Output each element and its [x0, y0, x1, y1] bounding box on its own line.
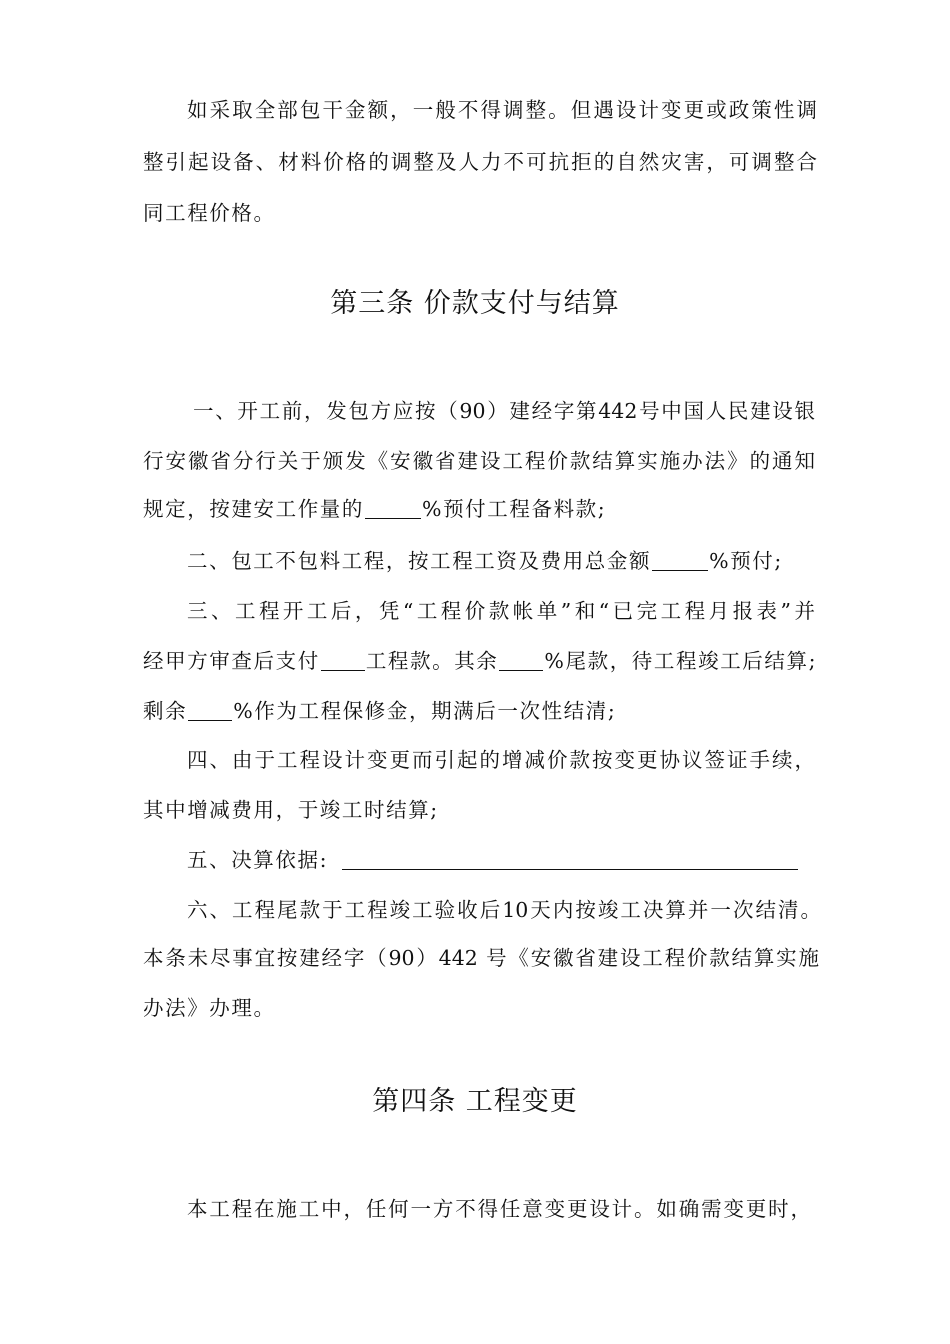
item-4-line-2: 其中增减费用，于竣工时结算; — [143, 798, 439, 822]
item-3-line-3 — [143, 696, 823, 726]
item-3-line-2-text-b: 工程款。其余 — [365, 649, 499, 673]
settlement-basis-blank[interactable] — [342, 849, 798, 870]
item-1-line-2: 行安徽省分行关于颁发《安徽省建设工程价款结算实施办法》的通知 — [143, 449, 815, 473]
item-1-line-3 — [143, 494, 823, 524]
labor-percent-blank[interactable] — [652, 550, 708, 571]
item-3-line-1: 三、工程开工后，凭“工程价款帐单”和“已完工程月报表”并 — [187, 599, 815, 623]
item-3-line-2-text-a: 经甲方审查后支付 — [143, 649, 320, 673]
item-2-text-b: %预付; — [709, 549, 783, 573]
intro-line-1: 如采取全部包干金额，一般不得调整。但遇设计变更或政策性调 — [187, 98, 817, 122]
item-6-line-1: 六、工程尾款于工程竣工验收后10天内按竣工决算并一次结清。 — [187, 898, 821, 922]
item-1-line-3-text-b: %预付工程备料款; — [422, 497, 607, 521]
intro-line-3: 同工程价格。 — [143, 201, 276, 225]
advance-percent-blank[interactable] — [365, 498, 421, 519]
warranty-percent-blank[interactable] — [188, 700, 232, 721]
item-5-line — [187, 845, 867, 875]
balance-percent-blank[interactable] — [499, 650, 543, 671]
item-6-line-3: 办法》办理。 — [143, 996, 276, 1020]
item-3-line-2-text-c: %尾款，待工程竣工后结算; — [544, 649, 818, 673]
item-3-line-2 — [143, 646, 823, 676]
item-2-line — [187, 546, 867, 576]
item-6-line-2: 本条未尽事宜按建经字（90）442 号《安徽省建设工程价款结算实施 — [143, 946, 819, 970]
article-4-title: 第四条 工程变更 — [372, 1086, 578, 1117]
item-3-line-3-text-b: %作为工程保修金，期满后一次性结清; — [233, 699, 617, 723]
item-1-line-1: 一、开工前，发包方应按（90）建经字第442号中国人民建设银 — [193, 399, 815, 423]
item-1-line-3-text-a: 规定，按建安工作量的 — [143, 497, 364, 521]
article-3-title: 第三条 价款支付与结算 — [330, 288, 620, 319]
article-4-line-1: 本工程在施工中，任何一方不得任意变更设计。如确需变更时， — [187, 1197, 811, 1221]
intro-line-2: 整引起设备、材料价格的调整及人力不可抗拒的自然灾害，可调整合 — [143, 150, 817, 174]
item-2-text-a: 二、包工不包料工程，按工程工资及费用总金额 — [187, 549, 652, 573]
payment-blank[interactable] — [321, 650, 365, 671]
item-3-line-3-text-a: 剩余 — [143, 699, 188, 723]
item-5-label: 五、决算依据: — [187, 848, 329, 872]
item-4-line-1: 四、由于工程设计变更而引起的增减价款按变更协议签证手续， — [187, 748, 815, 772]
